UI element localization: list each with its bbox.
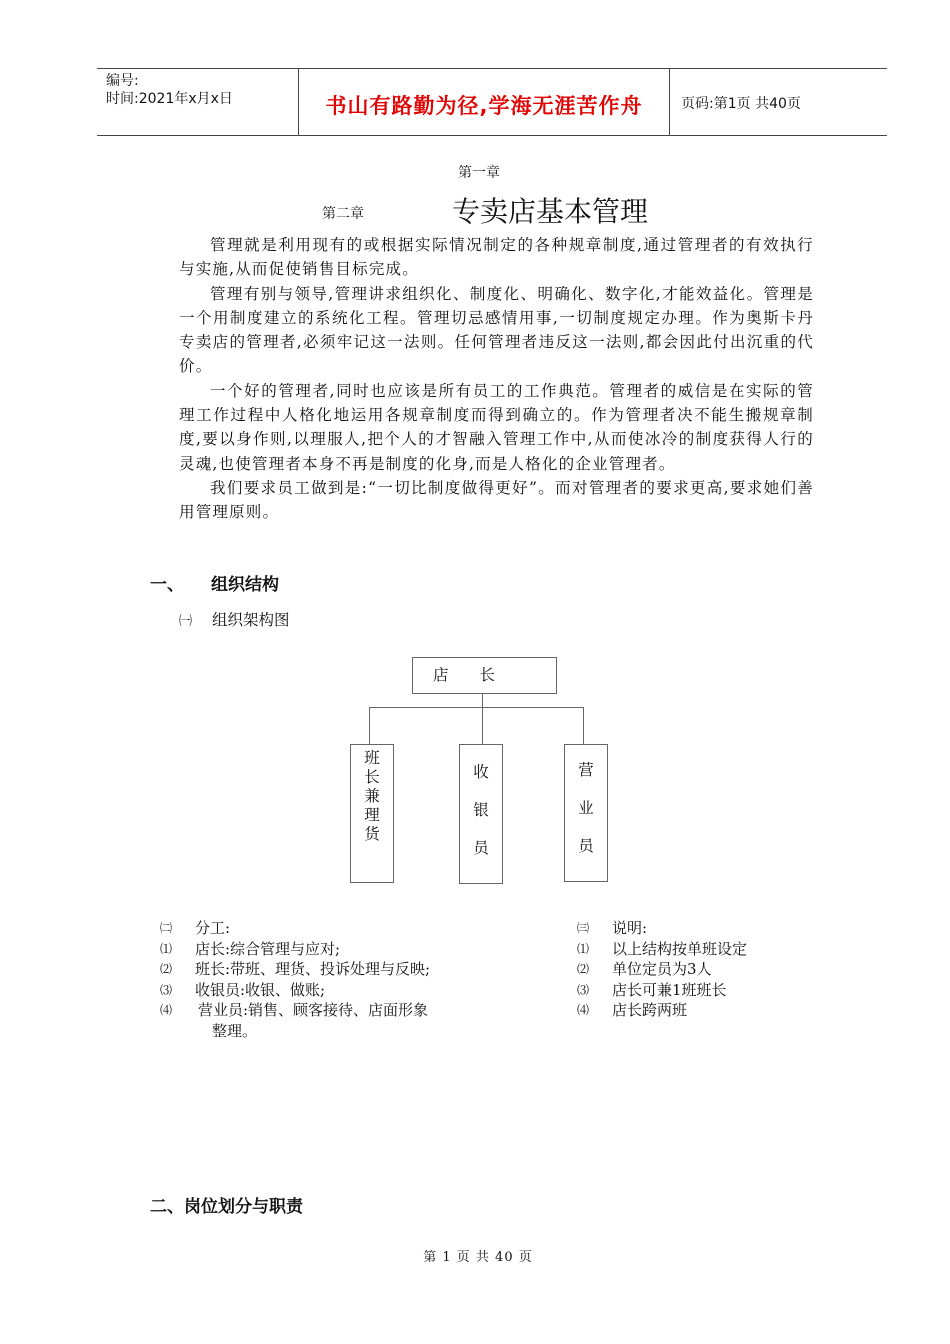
list-item: ⑷ 营业员:销售、顾客接待、店面形象	[160, 1001, 429, 1019]
list-item: ⑶ 收银员:收银、做账;	[160, 980, 326, 999]
connector	[369, 707, 583, 708]
org-child-box	[459, 744, 503, 884]
division-list	[160, 918, 540, 1041]
connector	[583, 707, 584, 744]
paragraph: 管理就是利用现有的或根据实际情况制定的各种规章制度,通过管理者的有效执行与实施,从而促使销售目标完成。	[179, 236, 814, 279]
org-child-label: 收银员	[473, 763, 489, 857]
list-item: ⑷ 店长跨两班	[577, 1001, 688, 1019]
org-child-label: 班长兼理货	[364, 749, 380, 843]
connector	[369, 707, 370, 744]
org-root-label: 店 长	[433, 666, 496, 684]
time-label: 时间:2021年x月x日	[106, 91, 233, 107]
number-label: 编号:	[106, 73, 139, 89]
header-divider-1	[298, 68, 299, 136]
section-two-title: 二、岗位划分与职责	[150, 1197, 303, 1217]
header-motto: 书山有路勤为径,学海无涯苦作舟	[325, 94, 643, 118]
header-meta	[106, 72, 233, 108]
header-divider-2	[669, 68, 670, 136]
list-item: ⑶ 店长可兼1班班长	[577, 980, 727, 999]
org-root-box	[412, 657, 557, 694]
list-item: ⑴ 以上结构按单班设定	[577, 939, 748, 958]
list-item: ⑵ 班长:带班、理货、投诉处理与反映;	[160, 960, 431, 978]
connector	[482, 694, 483, 744]
org-child-label: 营业员	[578, 761, 594, 855]
header-page-code: 页码:第1页 共40页	[681, 96, 801, 112]
body-text	[179, 233, 814, 525]
list-item-continuation: 整理。	[212, 1021, 258, 1040]
chapter-two-label: 第二章	[322, 206, 364, 222]
section-title: 组织结构	[211, 575, 279, 595]
subsection-title: 组织架构图	[212, 611, 290, 629]
subsection-number: ㈠	[179, 614, 193, 629]
page-title: 专卖店基本管理	[452, 195, 649, 228]
org-child-box	[350, 744, 394, 883]
chapter-one-heading: 第一章	[458, 165, 500, 181]
header-bottom-border	[97, 135, 887, 136]
header-top-border	[97, 68, 887, 69]
list-heading: ㈡ 分工:	[160, 919, 231, 937]
paragraph: 我们要求员工做到是:“一切比制度做得更好”。而对管理者的要求更高,要求她们善用管理原则。	[179, 478, 814, 522]
org-child-box	[564, 744, 608, 882]
list-heading: ㈢ 说明:	[577, 919, 648, 937]
list-item: ⑵ 单位定员为3人	[577, 960, 712, 978]
section-number: 一、	[150, 575, 184, 595]
notes-list	[577, 918, 877, 1021]
paragraph: 一个好的管理者,同时也应该是所有员工的工作典范。管理者的威信是在实际的管理工作过程中人格化地运用各规章制度而得到确立的。作为管理者决不能生搬规章制度,要以身作则,以理服人,把个人的才智融入管理工作中,从而使冰冷的制度获得人行的灵魂,也使管理者本身不再是制度的化身,而是人格化的企业管理者。	[179, 381, 814, 473]
paragraph: 管理有别与领导,管理讲求组织化、制度化、明确化、数字化,才能效益化。管理是一个用制度建立的系统化工程。管理切忌感情用事,一切制度规定办理。作为奥斯卡丹专卖店的管理者,必须牢记这一法则。任何管理者违反这一法则,都会因此付出沉重的代价。	[179, 284, 814, 376]
page-footer: 第 1 页 共 40 页	[423, 1250, 533, 1265]
list-item: ⑴ 店长:综合管理与应对;	[160, 939, 341, 958]
